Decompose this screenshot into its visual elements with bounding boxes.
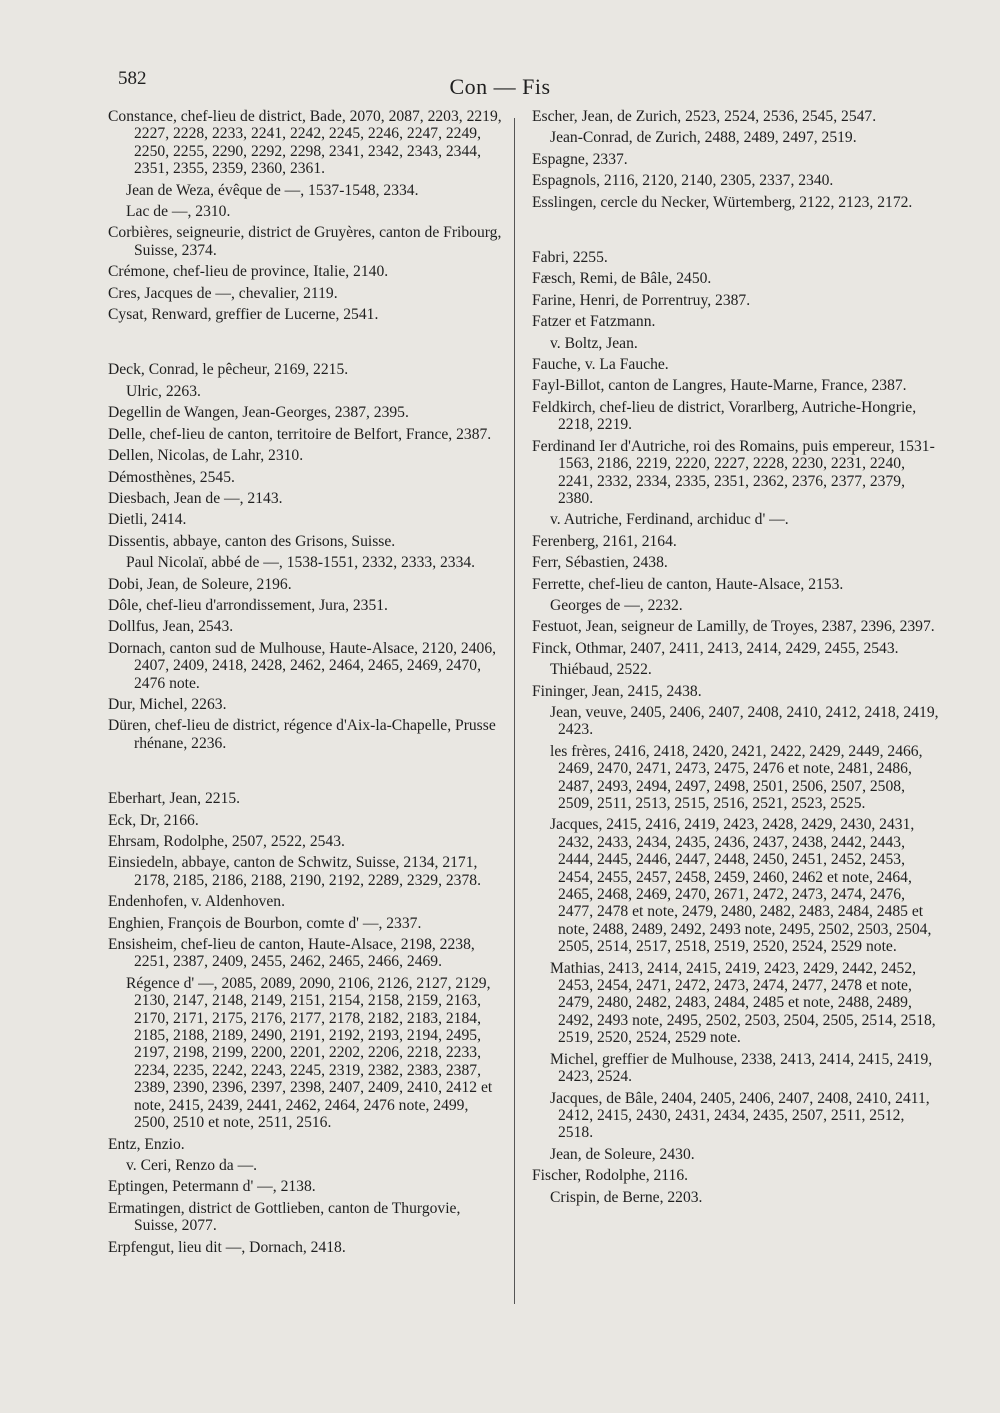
- index-entry: Erpfengut, lieu dit —, Dornach, 2418.: [108, 1238, 346, 1256]
- index-subentry: v. Autriche, Ferdinand, archiduc d' —.: [550, 511, 789, 529]
- index-entry: Espagne, 2337.: [532, 150, 628, 168]
- index-subentry: Thiébaud, 2522.: [550, 661, 652, 679]
- index-entry: Dur, Michel, 2263.: [108, 695, 227, 713]
- index-subentry: Michel, greffier de Mulhouse, 2338, 2413, 2414, 2415, 2419, 2423, 2524.: [550, 1050, 933, 1086]
- index-entry: Degellin de Wangen, Jean-Georges, 2387, 2395.: [108, 404, 409, 422]
- index-column-right: [532, 108, 942, 1210]
- index-subentry: v. Ceri, Renzo da —.: [126, 1156, 258, 1174]
- index-entry: Ferdinand Ier d'Autriche, roi des Romains, puis empereur, 1531-1563, 2186, 2219, 2220, 2227, 2228, 2230, 2231, 2240, 2241, 2332, 2334, 2335, 2351, 2362, 2376, 2377, 2379, 2380.: [532, 437, 935, 507]
- index-entry: Endenhofen, v. Aldenhoven.: [108, 893, 285, 911]
- index-entry: Eberhart, Jean, 2215.: [108, 790, 241, 808]
- index-entry: Ferrette, chef-lieu de canton, Haute-Alsace, 2153.: [532, 575, 844, 593]
- section-gap: [532, 215, 942, 249]
- index-subentry: Jean, veuve, 2405, 2406, 2407, 2408, 2410, 2412, 2418, 2419, 2423.: [550, 703, 939, 739]
- index-entry: Ermatingen, district de Gottlieben, canton de Thurgovie, Suisse, 2077.: [108, 1199, 461, 1235]
- index-subentry: Jacques, 2415, 2416, 2419, 2423, 2428, 2429, 2430, 2431, 2432, 2433, 2434, 2435, 2436, 2437, 2438, 2442, 2443, 2444, 2445, 2446, 2447, 2448, 2450, 2451, 2452, 2453, 2454, 2455, 2457, 2458, 2459, 2460, 2462 et note, 2464, 2465, 2468, 2469, 2470, 2671, 2472, 2473, 2474, 2476, 2477, 2478 et note, 2479, 2480, 2482, 2483, 2484, 2485 et note, 2488, 2489, 2492, 2493 note, 2495, 2502, 2503, 2504, 2505, 2514, 2517, 2518, 2519, 2520, 2524, 2529 note.: [550, 816, 932, 956]
- index-subentry: les frères, 2416, 2418, 2420, 2421, 2422, 2429, 2449, 2466, 2469, 2470, 2471, 2473, 2475, 2476 et note, 2481, 2486, 2487, 2493, 2494, 2497, 2498, 2501, 2506, 2507, 2508, 2509, 2511, 2513, 2515, 2516, 2521, 2523, 2525.: [550, 742, 923, 812]
- running-head: Con — Fis: [449, 74, 551, 99]
- index-entry: Dornach, canton sud de Mulhouse, Haute-Alsace, 2120, 2406, 2407, 2409, 2418, 2428, 2462, 2464, 2465, 2469, 2470, 2476 note.: [108, 639, 497, 692]
- index-entry: Fabri, 2255.: [532, 249, 608, 267]
- index-entry: Démosthènes, 2545.: [108, 468, 235, 486]
- page-number: 582: [118, 68, 147, 89]
- index-entry: Festuot, Jean, seigneur de Lamilly, de Troyes, 2387, 2396, 2397.: [532, 618, 935, 636]
- index-entry: Dôle, chef-lieu d'arrondissement, Jura, 2351.: [108, 596, 388, 614]
- index-entry: Dollfus, Jean, 2543.: [108, 618, 234, 636]
- index-entry: Corbières, seigneurie, district de Gruyères, canton de Fribourg, Suisse, 2374.: [108, 224, 502, 259]
- index-subentry: Lac de —, 2310.: [126, 203, 231, 221]
- index-entry: Einsiedeln, abbaye, canton de Schwitz, Suisse, 2134, 2171, 2178, 2185, 2186, 2188, 2190, 2192, 2289, 2329, 2378.: [108, 854, 481, 889]
- index-subentry: Paul Nicolaï, abbé de —, 1538-1551, 2332, 2333, 2334.: [126, 554, 476, 572]
- index-entry: Diesbach, Jean de —, 2143.: [108, 489, 283, 507]
- index-entry: Fininger, Jean, 2415, 2438.: [532, 682, 702, 700]
- index-entry: Dissentis, abbaye, canton des Grisons, Suisse.: [108, 532, 396, 550]
- index-entry: Ehrsam, Rodolphe, 2507, 2522, 2543.: [108, 833, 345, 850]
- index-subentry: Crispin, de Berne, 2203.: [550, 1188, 703, 1206]
- index-subentry: Régence d' —, 2085, 2089, 2090, 2106, 2126, 2127, 2129, 2130, 2147, 2148, 2149, 2151, 2154, 2158, 2159, 2163, 2170, 2171, 2175, 2176, 2177, 2178, 2182, 2183, 2184, 2185, 2188, 2189, 2490, 2191, 2192, 2193, 2194, 2495, 2197, 2198, 2199, 2200, 2201, 2202, 2206, 2218, 2233, 2234, 2235, 2242, 2243, 2245, 2319, 2382, 2383, 2387, 2389, 2390, 2396, 2397, 2398, 2407, 2409, 2410, 2412 et note, 2415, 2439, 2441, 2462, 2464, 2476 note, 2499, 2500, 2510 et note, 2511, 2516.: [126, 974, 493, 1132]
- index-entry: Delle, chef-lieu de canton, territoire de Belfort, France, 2387.: [108, 425, 492, 443]
- index-entry: Esslingen, cercle du Necker, Würtemberg, 2122, 2123, 2172.: [532, 193, 913, 211]
- index-entry: Escher, Jean, de Zurich, 2523, 2524, 2536, 2545, 2547.: [532, 108, 877, 125]
- index-entry: Ferenberg, 2161, 2164.: [532, 532, 677, 550]
- index-subentry: Jean, de Soleure, 2430.: [550, 1145, 695, 1163]
- index-entry: Dellen, Nicolas, de Lahr, 2310.: [108, 447, 304, 465]
- index-entry: Constance, chef-lieu de district, Bade, 2070, 2087, 2203, 2219, 2227, 2228, 2233, 2241, 2242, 2245, 2246, 2247, 2249, 2250, 2255, 2290, 2292, 2298, 2341, 2342, 2343, 2344, 2351, 2355, 2359, 2360, 2361.: [108, 108, 502, 178]
- index-subentry: Jacques, de Bâle, 2404, 2405, 2406, 2407, 2408, 2410, 2411, 2412, 2415, 2430, 2431, 2434, 2435, 2507, 2511, 2512, 2518.: [550, 1089, 930, 1142]
- index-entry: Eck, Dr, 2166.: [108, 811, 199, 829]
- index-entry: Fayl-Billot, canton de Langres, Haute-Marne, France, 2387.: [532, 377, 907, 395]
- index-entry: Fæsch, Remi, de Bâle, 2450.: [532, 270, 712, 288]
- index-entry: Dietli, 2414.: [108, 511, 187, 529]
- index-subentry: Georges de —, 2232.: [550, 596, 683, 614]
- index-entry: Entz, Enzio.: [108, 1135, 185, 1153]
- index-subentry: Jean de Weza, évêque de —, 1537-1548, 2334.: [126, 181, 419, 199]
- index-entry: Cysat, Renward, greffier de Lucerne, 2541.: [108, 306, 379, 324]
- index-entry: Espagnols, 2116, 2120, 2140, 2305, 2337, 2340.: [532, 172, 834, 190]
- index-entry: Finck, Othmar, 2407, 2411, 2413, 2414, 2429, 2455, 2543.: [532, 639, 899, 657]
- index-entry: Deck, Conrad, le pêcheur, 2169, 2215.: [108, 361, 349, 379]
- index-entry: Düren, chef-lieu de district, régence d'Aix-la-Chapelle, Prusse rhénane, 2236.: [108, 717, 496, 752]
- index-entry: Enghien, François de Bourbon, comte d' —, 2337.: [108, 914, 422, 932]
- index-entry: Ensisheim, chef-lieu de canton, Haute-Alsace, 2198, 2238, 2251, 2387, 2409, 2455, 2462, 2465, 2466, 2469.: [108, 936, 475, 971]
- index-entry: Dobi, Jean, de Soleure, 2196.: [108, 575, 292, 593]
- index-entry: Eptingen, Petermann d' —, 2138.: [108, 1178, 316, 1196]
- index-subentry: v. Boltz, Jean.: [550, 334, 638, 352]
- index-subentry: Jean-Conrad, de Zurich, 2488, 2489, 2497, 2519.: [550, 129, 857, 147]
- index-entry: Farine, Henri, de Porrentruy, 2387.: [532, 291, 751, 309]
- index-column-left: [108, 108, 504, 1260]
- index-entry: Fatzer et Fatzmann.: [532, 313, 656, 331]
- column-divider: [514, 118, 515, 1304]
- index-entry: Feldkirch, chef-lieu de district, Vorarlberg, Autriche-Hongrie, 2218, 2219.: [532, 398, 917, 434]
- section-gap: [108, 327, 504, 361]
- index-entry: Fauche, v. La Fauche.: [532, 356, 669, 374]
- index-entry: Fischer, Rodolphe, 2116.: [532, 1167, 689, 1185]
- index-entry: Ferr, Sébastien, 2438.: [532, 554, 668, 572]
- index-entry: Crémone, chef-lieu de province, Italie, 2140.: [108, 263, 389, 281]
- index-subentry: Mathias, 2413, 2414, 2415, 2419, 2423, 2429, 2442, 2452, 2453, 2454, 2471, 2472, 2473, 2474, 2477, 2478 et note, 2479, 2480, 2482, 2483, 2484, 2485 et note, 2488, 2489, 2492, 2493 note, 2495, 2502, 2503, 2504, 2505, 2514, 2518, 2519, 2520, 2524, 2529 note.: [550, 959, 936, 1047]
- index-subentry: Ulric, 2263.: [126, 382, 201, 400]
- index-entry: Cres, Jacques de —, chevalier, 2119.: [108, 284, 338, 302]
- section-gap: [108, 756, 504, 790]
